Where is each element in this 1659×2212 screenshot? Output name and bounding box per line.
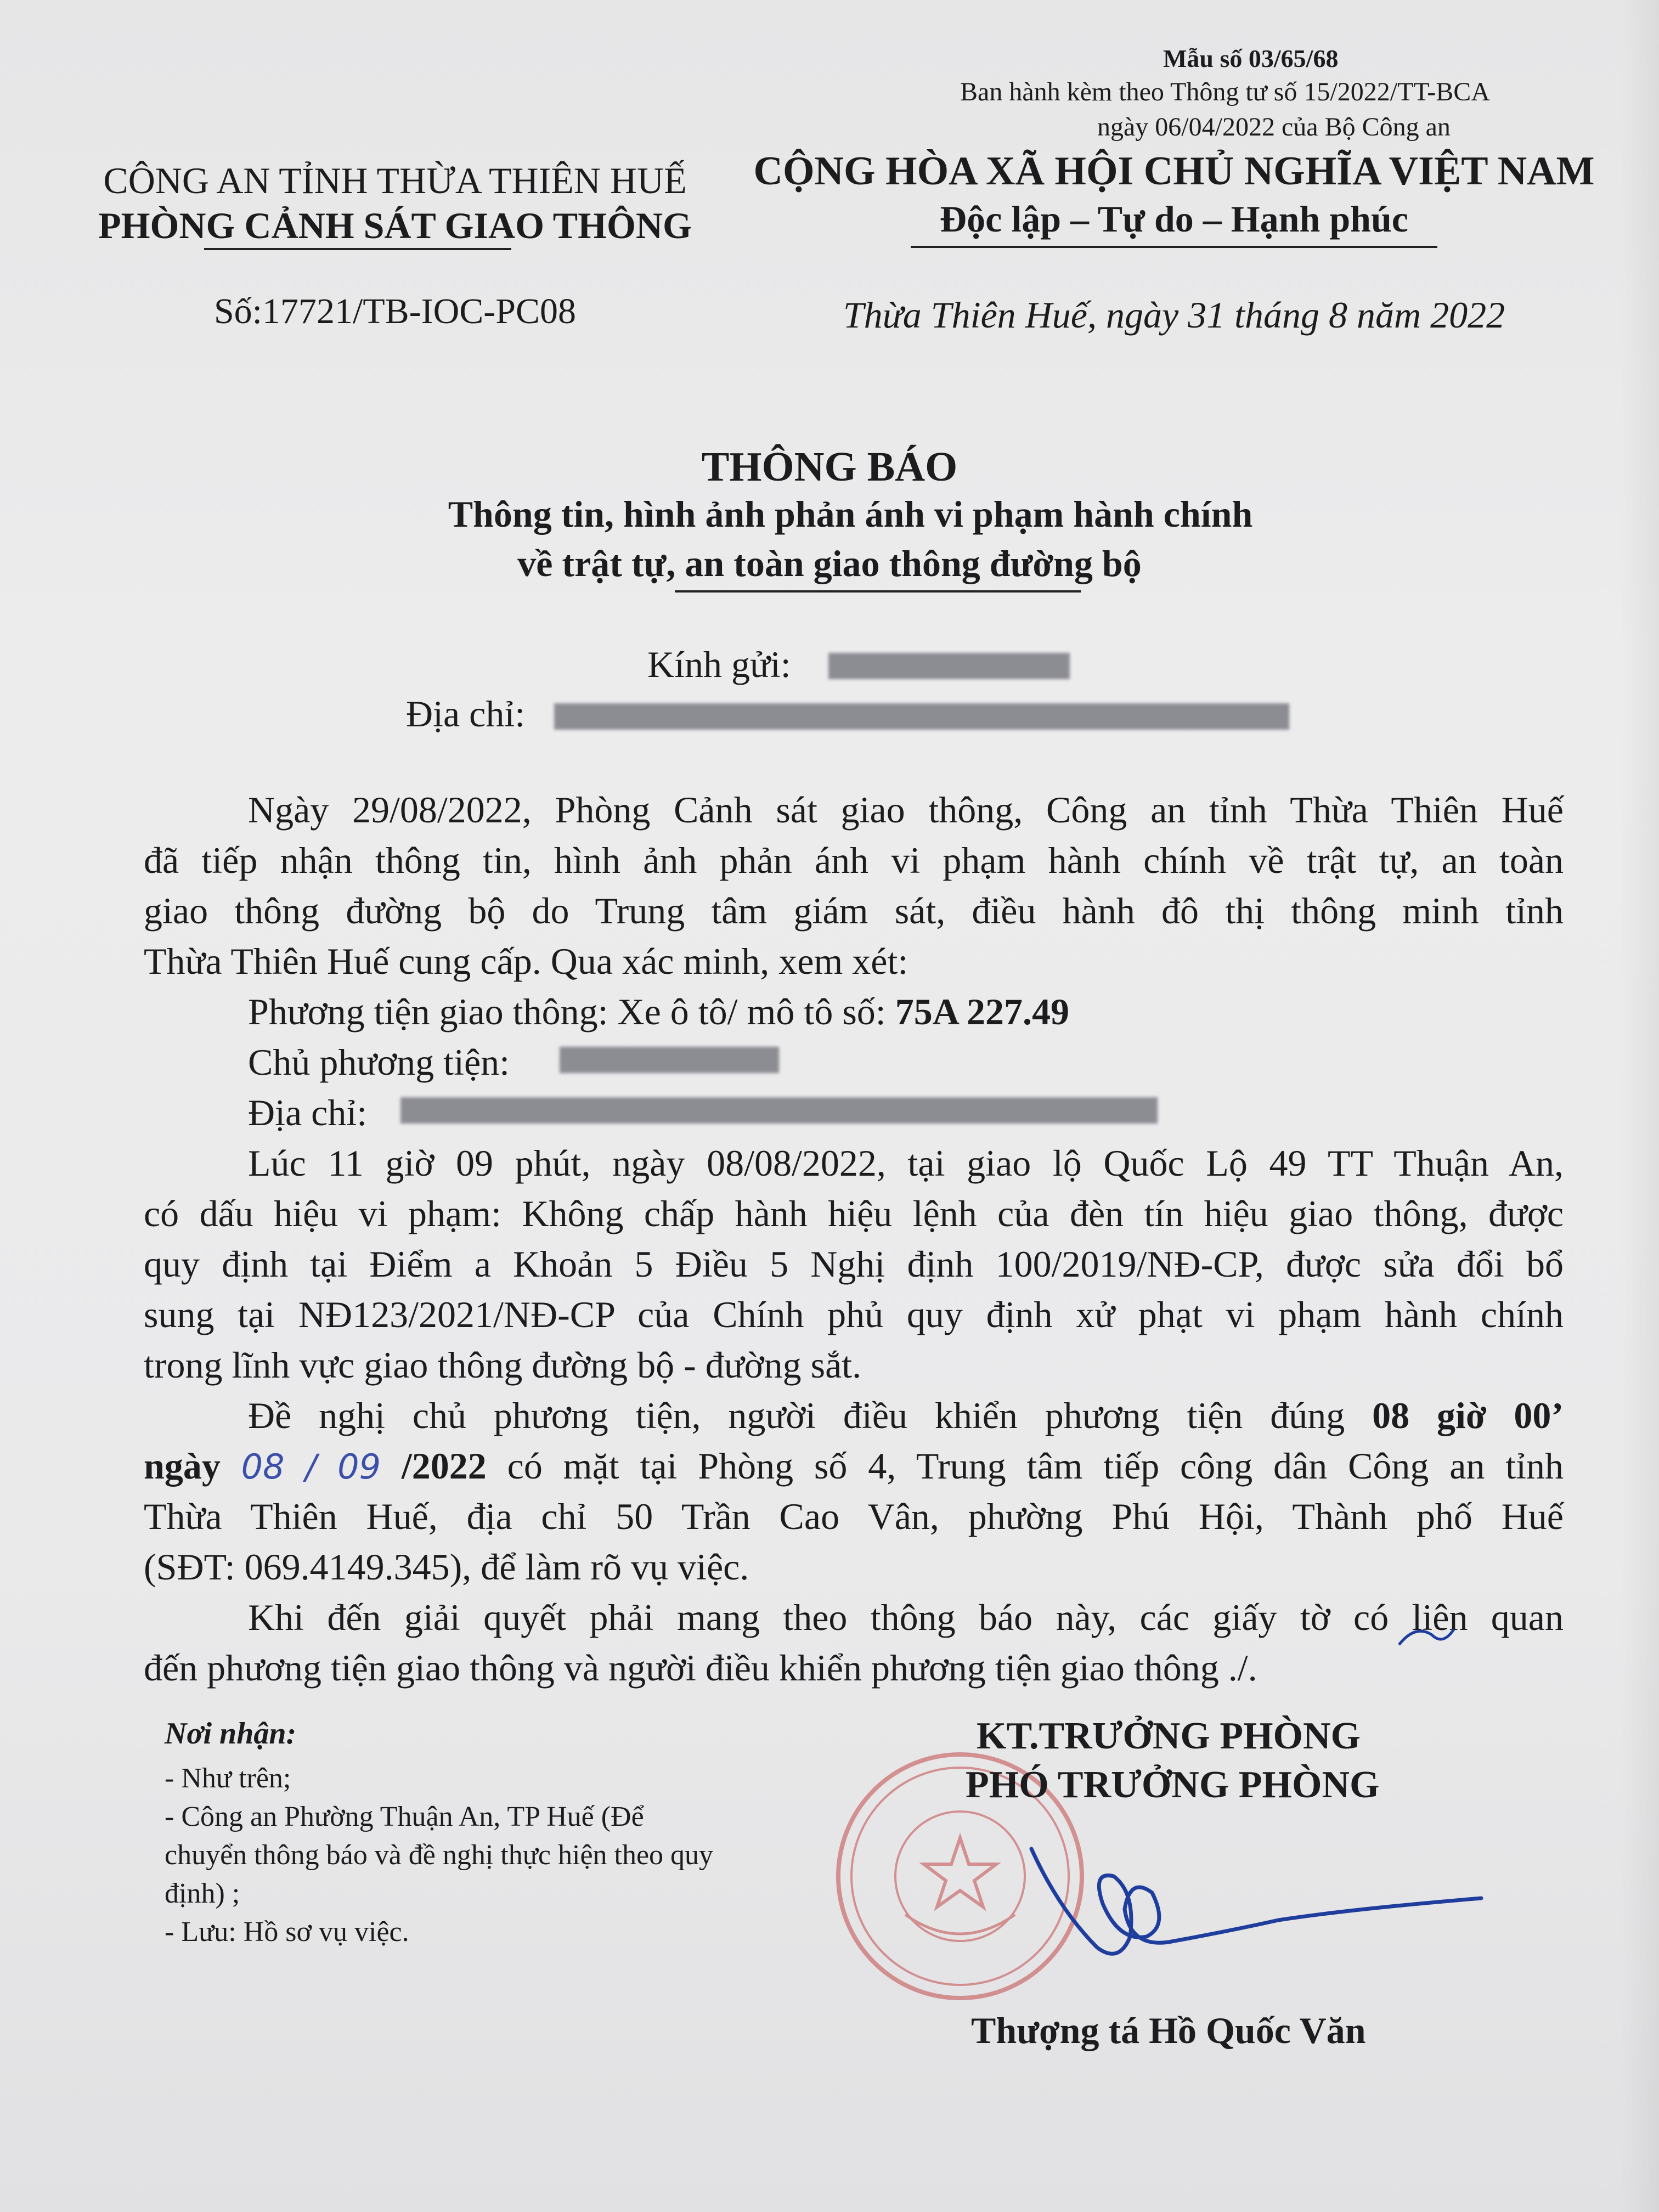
document-number: Số:17721/TB-IOC-PC08: [213, 291, 577, 331]
appointment-day-label: ngày: [144, 1445, 221, 1487]
recipient-item: - Công an Phường Thuận An, TP Huế (Để: [165, 1801, 644, 1832]
vehicle-label: Phương tiện giao thông: Xe ô tô/ mô tô số:: [248, 991, 886, 1032]
signature-title-1: KT.TRƯỞNG PHÒNG: [977, 1715, 1361, 1757]
recipient-item: - Như trên;: [165, 1763, 291, 1794]
appointment-line-1: [144, 1390, 1564, 1441]
body-line: sung tại NĐ123/2021/NĐ-CP của Chính phủ quy định xử phạt vi phạm hành chính: [144, 1294, 1564, 1335]
place-and-date: Thừa Thiên Huế, ngày 31 tháng 8 năm 2022: [843, 294, 1505, 336]
handwritten-day: 08: [241, 1447, 285, 1487]
body-line: trong lĩnh vực giao thông đường bộ - đường sắt.: [144, 1344, 862, 1386]
handwritten-initial-mark: [1393, 1618, 1459, 1662]
issued-with-line-1: Ban hành kèm theo Thông tư số 15/2022/TT-BCA: [960, 77, 1490, 106]
vehicle-line: [144, 986, 1564, 1037]
redacted-owner-name: [560, 1047, 779, 1073]
owner-address-label: Địa chỉ:: [248, 1092, 368, 1133]
recipient-item: định) ;: [165, 1878, 240, 1909]
body-line: (SĐT: 069.4149.345), để làm rõ vụ việc.: [144, 1546, 749, 1588]
appointment-text: Đề nghị chủ phương tiện, người điều khiển phương tiện đúng: [248, 1395, 1345, 1436]
body-line: Thừa Thiên Huế, địa chỉ 50 Trần Cao Vân, phường Phú Hội, Thành phố Huế: [144, 1496, 1564, 1537]
appointment-line-2: [144, 1441, 1564, 1492]
owner-line: [144, 1037, 1564, 1087]
body-line: Thừa Thiên Huế cung cấp. Qua xác minh, xem xét:: [144, 940, 909, 982]
nation-title: CỘNG HÒA XÃ HỘI CHỦ NGHĨA VIỆT NAM: [753, 149, 1595, 194]
agency-name: CÔNG AN TỈNH THỪA THIÊN HUẾ: [103, 160, 687, 201]
document-subtitle-line-2: về trật tự, an toàn giao thông đường bộ: [517, 543, 1142, 584]
redacted-owner-address: [400, 1097, 1158, 1124]
issued-with-line-2: ngày 06/04/2022 của Bộ Công an: [1097, 112, 1451, 142]
agency-underline: [204, 248, 511, 250]
document-title: THÔNG BÁO: [701, 444, 958, 490]
body-line: Lúc 11 giờ 09 phút, ngày 08/08/2022, tại giao lộ Quốc Lộ 49 TT Thuận An,: [248, 1142, 1564, 1184]
recipient-label: Kính gửi:: [647, 644, 791, 685]
signer-name: Thượng tá Hồ Quốc Văn: [971, 2010, 1366, 2051]
owner-label: Chủ phương tiện:: [248, 1041, 510, 1083]
body-line: Khi đến giải quyết phải mang theo thông báo này, các giấy tờ có liên quan: [248, 1596, 1564, 1638]
date-separator: /: [305, 1447, 317, 1487]
redacted-recipient-address: [554, 703, 1289, 730]
body-line: quy định tại Điểm a Khoản 5 Điều 5 Nghị định 100/2019/NĐ-CP, được sửa đổi bổ: [144, 1243, 1564, 1285]
signature-title-2: PHÓ TRƯỞNG PHÒNG: [966, 1764, 1380, 1806]
handwritten-signature: [1020, 1827, 1492, 1970]
recipients-label: Nơi nhận:: [165, 1717, 297, 1751]
license-plate: 75A 227.49: [895, 991, 1070, 1032]
form-code: Mẫu số 03/65/68: [1163, 44, 1339, 72]
national-motto: Độc lập – Tự do – Hạnh phúc: [940, 198, 1408, 240]
body-line: đến phương tiện giao thông và người điều khiển phương tiện giao thông ./.: [144, 1647, 1257, 1689]
recipient-address-label: Địa chỉ:: [406, 693, 526, 735]
recipient-item: - Lưu: Hồ sơ vụ việc.: [165, 1916, 409, 1948]
body-line: đã tiếp nhận thông tin, hình ảnh phản ánh vi phạm hành chính về trật tự, an toàn: [144, 839, 1564, 881]
redacted-recipient-name: [828, 653, 1070, 679]
appointment-place: có mặt tại Phòng số 4, Trung tâm tiếp công dân Công an tỉnh: [507, 1445, 1564, 1487]
body-line: Ngày 29/08/2022, Phòng Cảnh sát giao thông, Công an tỉnh Thừa Thiên Huế: [248, 789, 1564, 831]
appointment-time: 08 giờ 00’: [1372, 1395, 1564, 1436]
agency-department: PHÒNG CẢNH SÁT GIAO THÔNG: [98, 205, 692, 246]
handwritten-month: 09: [337, 1447, 381, 1487]
recipient-item: chuyển thông báo và đề nghị thực hiện theo quy: [165, 1839, 714, 1871]
document-subtitle-line-1: Thông tin, hình ảnh phản ánh vi phạm hành chính: [448, 493, 1253, 535]
appointment-year: /2022: [401, 1445, 487, 1487]
motto-underline: [911, 246, 1437, 248]
subtitle-underline: [675, 590, 1081, 592]
body-line: có dấu hiệu vi phạm: Không chấp hành hiệu lệnh của đèn tín hiệu giao thông, được: [144, 1193, 1564, 1234]
body-line: giao thông đường bộ do Trung tâm giám sát, điều hành đô thị thông minh tỉnh: [144, 890, 1564, 932]
